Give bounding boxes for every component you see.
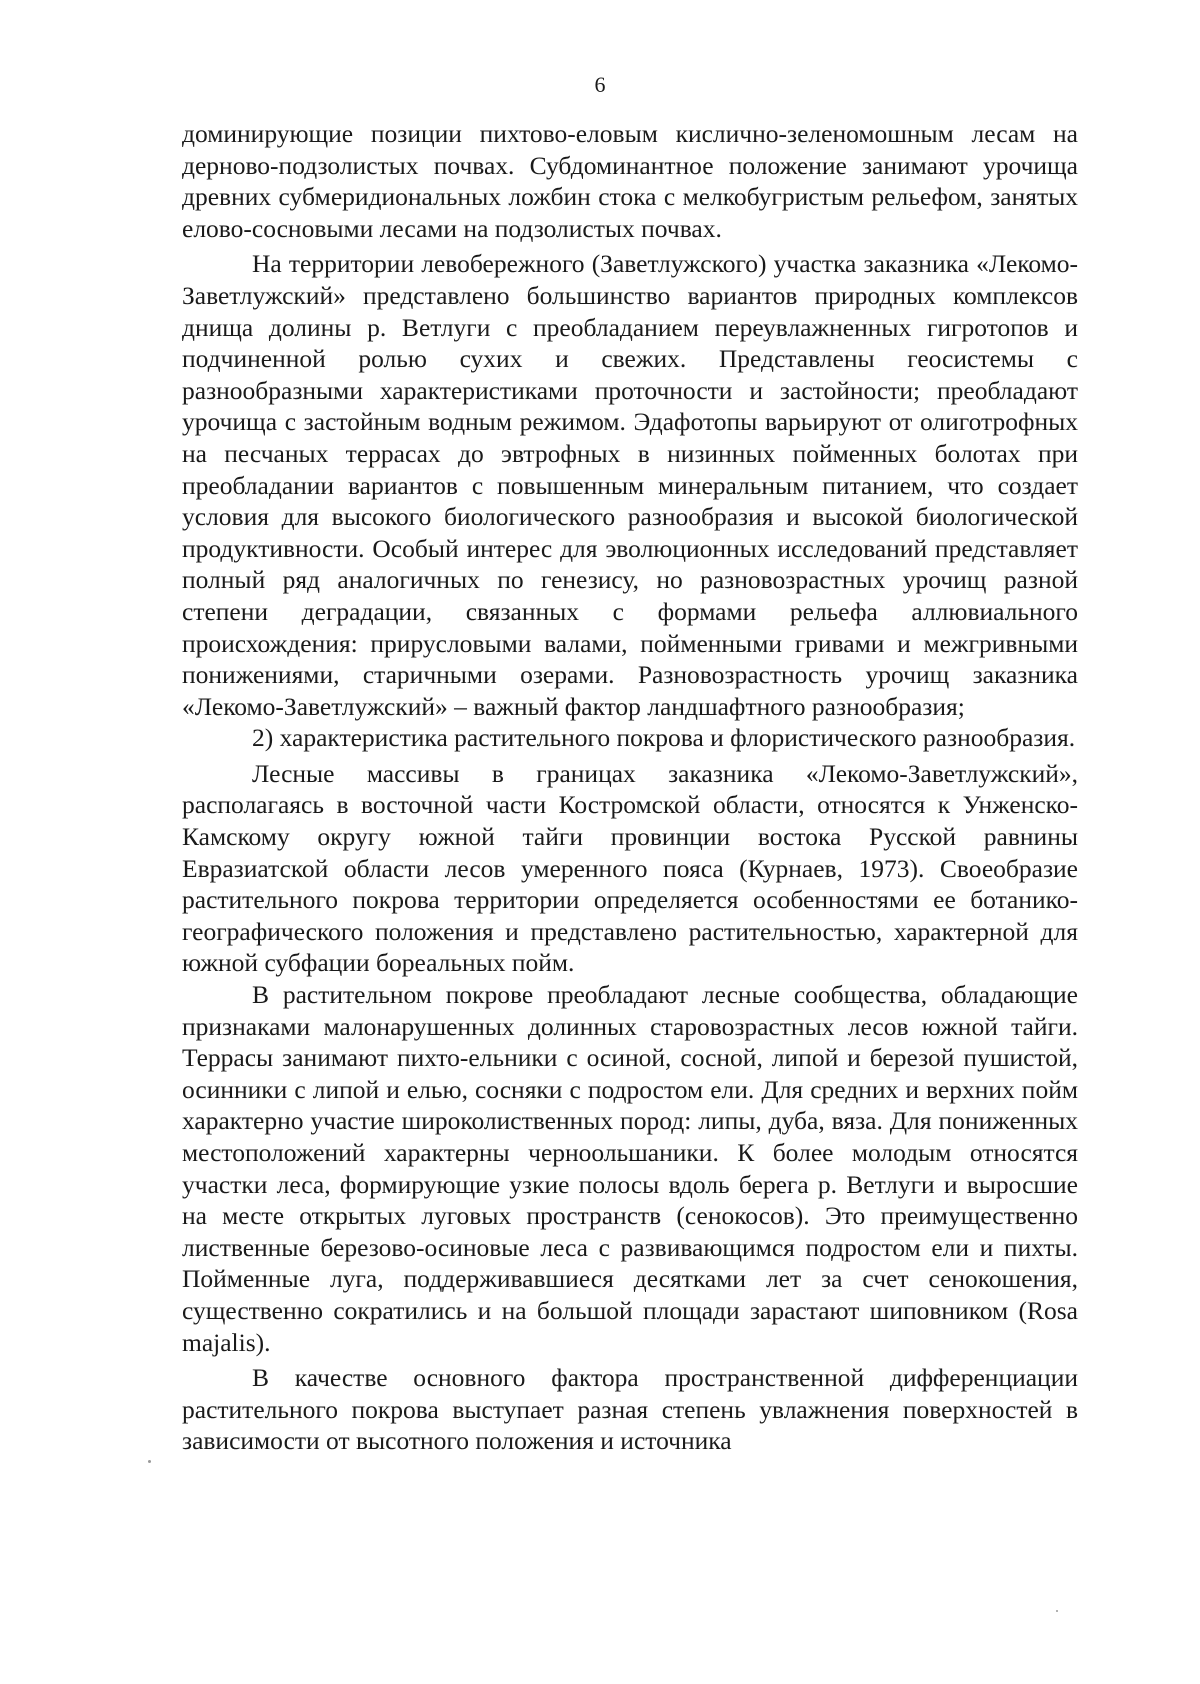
paragraph-territory-description: На территории левобережного (Заветлужского) участка заказника «Лекомо-Заветлужский» представлено большинство вариантов природных комплексов днища долины р. Ветлуги с преобладанием переувлажненных гигротопов и подчиненной ролью сухих и свежих. Представлены геосистемы с разнообразными характеристиками проточности и застойности; преобладают урочища с застойным водным режимом. Эдафотопы варьируют от олиготрофных на песчаных террасах до эвтрофных в низинных пойменных болотах при преобладании вариантов с повышенным минеральным питанием, что создает условия для высокого биологического разнообразия и высокой биологической продуктивности. Особый интерес для эволюционных исследований представляет полный ряд аналогичных по генезису, но разновозрастных урочищ разной степени деградации, связанных с формами рельефа аллювиального происхождения: прирусловыми валами, пойменными гривами и межгривными понижениями, старичными озерами. Разновозрастность урочищ заказника «Лекомо-Заветлужский» – важный фактор ландшафтного разнообразия; (182, 249, 1078, 721)
paragraph-differentiation-factor: В качестве основного фактора пространственной дифференциации растительного покрова выступает разная степень увлажнения поверхностей в зависимости от высотного положения и источника (182, 1363, 1078, 1456)
paragraph-section-heading: 2) характеристика растительного покрова и флористического разнообразия. (252, 723, 1076, 753)
scan-speck (148, 1460, 151, 1463)
paragraph-forest-massifs: Лесные массивы в границах заказника «Лекомо-Заветлужский», располагаясь в восточной части Костромской области, относятся к Унженско-Камскому округу южной тайги провинции востока Русской равнины Евразиатской области лесов умеренного пояса (Курнаев, 1973). Своеобразие растительного покрова территории определяется особенностями ее ботанико-географического положения и представлено растительностью, характерной для южной субфации бореальных пойм. (182, 758, 1078, 978)
document-body (182, 118, 1078, 1457)
page-number: 6 (594, 72, 606, 97)
scan-speck (1056, 1610, 1058, 1612)
paragraph-continuation: доминирующие позиции пихтово-еловым кислично-зеленомошным лесам на дерново-подзолистых почвах. Субдоминантное положение занимают урочища древних субмеридиональных ложбин стока с мелкобугристым рельефом, занятых елово-сосновыми лесами на подзолистых почвах. (182, 119, 1078, 243)
paragraph-vegetation-cover: В растительном покрове преобладают лесные сообщества, обладающие признаками малонарушенных долинных старовозрастных лесов южной тайги. Террасы занимают пихто-ельники с осиной, сосной, липой и березой пушистой, осинники с липой и елью, сосняки с подростом ели. Для средних и верхних пойм характерно участие широколиственных пород: липы, дуба, вяза. Для пониженных местоположений характерны черноольшаники. К более молодым относятся участки леса, формирующие узкие полосы вдоль берега р. Ветлуги и выросшие на месте открытых луговых пространств (сенокосов). Это преимущественно лиственные березово-осиновые леса с развивающимся подростом ели и пихты. Пойменные луга, поддерживавшиеся десятками лет за счет сенокошения, существенно сократились и на большой площади зарастают шиповником (Rosa majalis). (182, 980, 1078, 1357)
